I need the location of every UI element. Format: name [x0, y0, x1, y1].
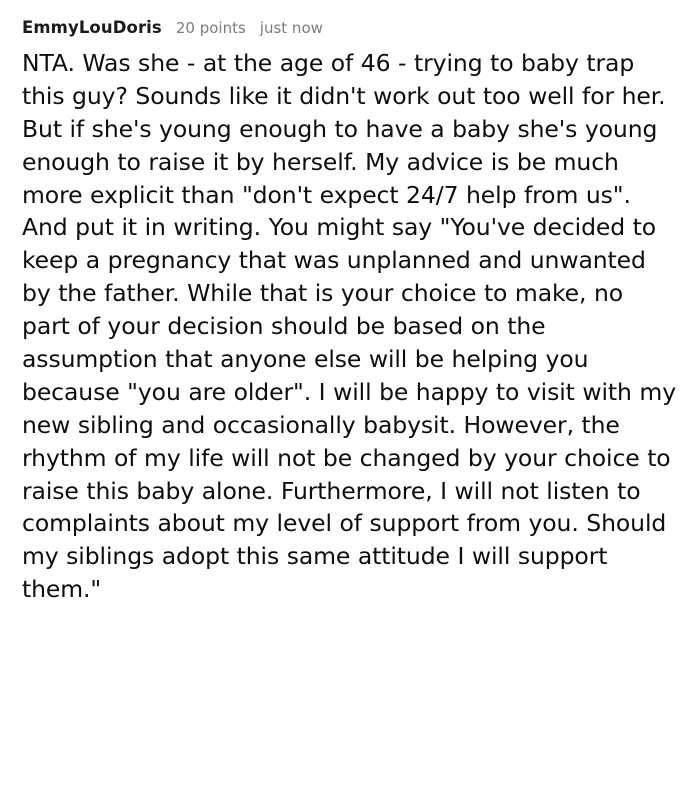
comment-body: NTA. Was she - at the age of 46 - trying to baby trap this guy? Sounds like it didn't work out too well for her. But if she's young enough to have a baby she's young enough to raise it by herself. My advice is be much more explicit than "don't expect 24/7 help from us". And put it in writing. You might say "You've decided to keep a pregnancy that was unplanned and unwanted by the father. While that is your choice to make, no part of your decision should be based on the assumption that anyone else will be helping you because "you are older". I will be happy to visit with my new sibling and occasionally babysit. However, the rhythm of my life will not be changed by your choice to raise this baby alone. Furthermore, I will not listen to complaints about my level of support from you. Should my siblings adopt this same attitude I will support them." — [22, 49, 676, 604]
comment-timestamp: just now — [259, 19, 323, 37]
comment-score: 20 points — [175, 19, 246, 37]
comment-author[interactable]: EmmyLouDoris — [22, 18, 162, 37]
comment-meta — [22, 18, 678, 37]
